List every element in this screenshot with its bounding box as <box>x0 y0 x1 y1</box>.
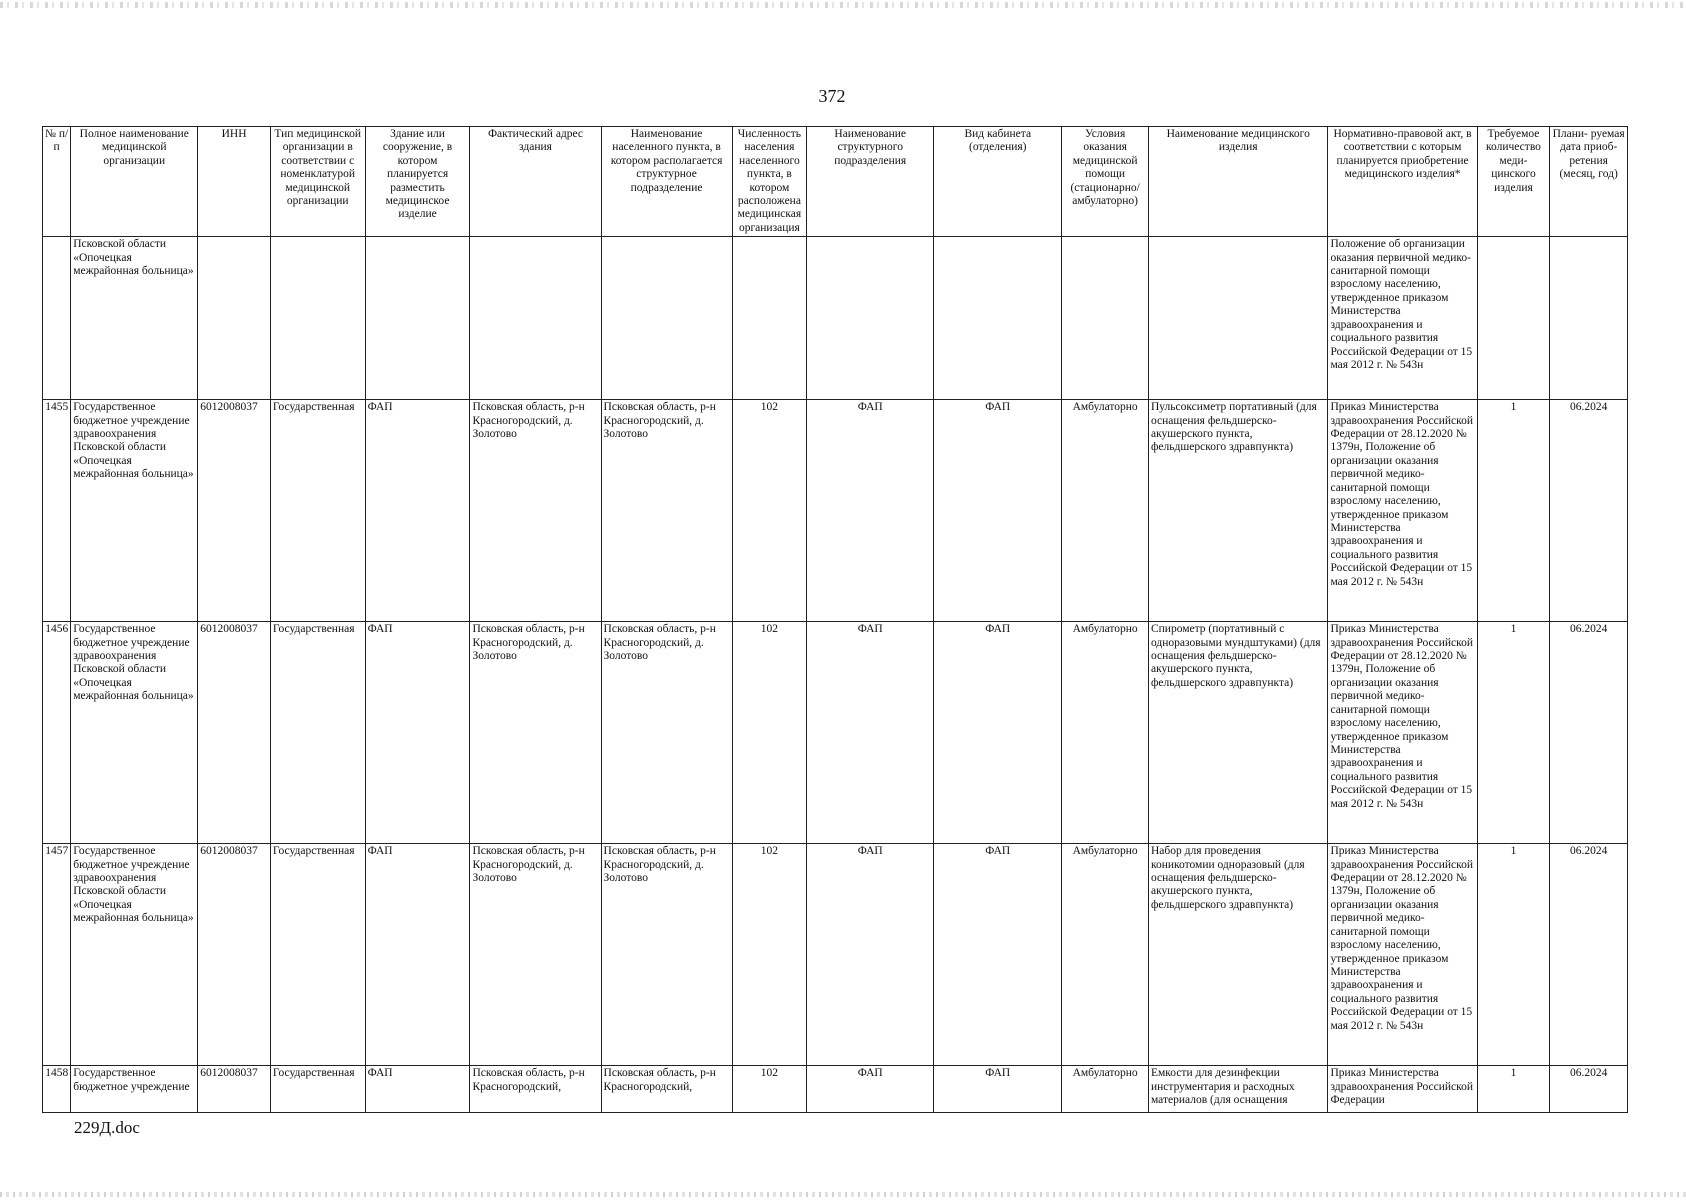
page-number: 372 <box>818 86 846 106</box>
column-header-building: Здание или сооружение, в котором планируется разместить медицинское изделие <box>365 127 470 237</box>
cell-legal-act: Приказ Министерства здравоохранения Российской Федерации <box>1328 1066 1477 1113</box>
cell-date: 06.2024 <box>1550 622 1628 844</box>
column-header-locality: Наименование населенного пункта, в котором располагается структурное подразделение <box>601 127 732 237</box>
cell-address: Псковская область, р-н Красногородский, д. Золотово <box>470 400 601 622</box>
cell-address <box>470 237 601 400</box>
table-row <box>43 1066 1628 1113</box>
cell-conditions <box>1062 237 1149 400</box>
cell-legal-act: Приказ Министерства здравоохранения Российской Федерации от 28.12.2020 № 1379н, Положение об организации оказания первичной медико-санитарной помощи взрослому населению, утвержденное приказом Министерства здравоохранения и социального развития Российской Федерации от 15 мая 2012 г. № 543н <box>1328 400 1477 622</box>
column-header-inn: ИНН <box>198 127 271 237</box>
cell-office: ФАП <box>934 400 1062 622</box>
table-header-row <box>43 127 1628 237</box>
cell-building: ФАП <box>365 1066 470 1113</box>
cell-unit: ФАП <box>807 1066 934 1113</box>
column-header-organization: Полное наименование медицинской организации <box>71 127 198 237</box>
column-header-unit: Наименование структурного подразделения <box>807 127 934 237</box>
table-row <box>43 844 1628 1066</box>
cell-quantity: 1 <box>1477 622 1550 844</box>
cell-date <box>1550 237 1628 400</box>
cell-device: Набор для проведения коникотомии одноразовый (для оснащения фельдшерско-акушерского пункта, фельдшерского здравпункта) <box>1148 844 1327 1066</box>
cell-device: Пульсоксиметр портативный (для оснащения фельдшерско-акушерского пункта, фельдшерского здравпункта) <box>1148 400 1327 622</box>
cell-number: 1458 <box>43 1066 71 1113</box>
cell-inn: 6012008037 <box>198 844 271 1066</box>
medical-equipment-table <box>42 126 1628 1113</box>
cell-unit: ФАП <box>807 622 934 844</box>
cell-device <box>1148 237 1327 400</box>
cell-inn: 6012008037 <box>198 1066 271 1113</box>
cell-date: 06.2024 <box>1550 844 1628 1066</box>
cell-conditions: Амбулаторно <box>1062 400 1149 622</box>
cell-organization: Государственное бюджетное учреждение здравоохранения Псковской области «Опочецкая межрайонная больница» <box>71 844 198 1066</box>
cell-quantity <box>1477 237 1550 400</box>
cell-conditions: Амбулаторно <box>1062 844 1149 1066</box>
cell-org-type: Государственная <box>270 1066 365 1113</box>
cell-org-type <box>270 237 365 400</box>
cell-locality: Псковская область, р-н Красногородский, д. Золотово <box>601 622 732 844</box>
cell-device: Спирометр (портативный с одноразовыми мундштуками) (для оснащения фельдшерско-акушерского пункта, фельдшерского здравпункта) <box>1148 622 1327 844</box>
cell-org-type: Государственная <box>270 622 365 844</box>
cell-legal-act: Положение об организации оказания первичной медико-санитарной помощи взрослому населению, утвержденное приказом Министерства здравоохранения и социального развития Российской Федерации от 15 мая 2012 г. № 543н <box>1328 237 1477 400</box>
cell-office: ФАП <box>934 844 1062 1066</box>
cell-address: Псковская область, р-н Красногородский, д. Золотово <box>470 622 601 844</box>
column-header-org-type: Тип медицинской организации в соответствии с номенклатурой медицинской организации <box>270 127 365 237</box>
cell-population: 102 <box>732 400 807 622</box>
document-table-container <box>42 126 1628 1114</box>
cell-address: Псковская область, р-н Красногородский, <box>470 1066 601 1113</box>
cell-locality: Псковская область, р-н Красногородский, д. Золотово <box>601 844 732 1066</box>
cell-quantity: 1 <box>1477 400 1550 622</box>
cell-conditions: Амбулаторно <box>1062 1066 1149 1113</box>
cell-organization: Государственное бюджетное учреждение <box>71 1066 198 1113</box>
cell-organization: Государственное бюджетное учреждение здравоохранения Псковской области «Опочецкая межрайонная больница» <box>71 400 198 622</box>
cell-device: Емкости для дезинфекции инструментария и расходных материалов (для оснащения <box>1148 1066 1327 1113</box>
scan-edge-bottom <box>0 1192 1686 1197</box>
cell-unit: ФАП <box>807 844 934 1066</box>
cell-office: ФАП <box>934 622 1062 844</box>
cell-date: 06.2024 <box>1550 1066 1628 1113</box>
column-header-population: Численность населения населенного пункта, в котором расположена медицинская организация <box>732 127 807 237</box>
column-header-device: Наименование медицинского изделия <box>1148 127 1327 237</box>
cell-inn: 6012008037 <box>198 622 271 844</box>
cell-building: ФАП <box>365 622 470 844</box>
column-header-legal-act: Нормативно-правовой акт, в соответствии с которым планируется приобретение медицинского изделия* <box>1328 127 1477 237</box>
cell-inn <box>198 237 271 400</box>
document-filename: 229Д.doc <box>74 1118 140 1137</box>
cell-org-type: Государственная <box>270 844 365 1066</box>
cell-inn: 6012008037 <box>198 400 271 622</box>
column-header-date: Плани- руемая дата приоб- ретения (месяц, год) <box>1550 127 1628 237</box>
cell-conditions: Амбулаторно <box>1062 622 1149 844</box>
column-header-office: Вид кабинета (отделения) <box>934 127 1062 237</box>
cell-office: ФАП <box>934 1066 1062 1113</box>
column-header-address: Фактический адрес здания <box>470 127 601 237</box>
cell-unit <box>807 237 934 400</box>
cell-locality <box>601 237 732 400</box>
cell-unit: ФАП <box>807 400 934 622</box>
cell-population: 102 <box>732 1066 807 1113</box>
cell-locality: Псковская область, р-н Красногородский, д. Золотово <box>601 400 732 622</box>
cell-number: 1456 <box>43 622 71 844</box>
table-row-continuation <box>43 237 1628 400</box>
cell-organization: Псковской области «Опочецкая межрайонная больница» <box>71 237 198 400</box>
cell-legal-act: Приказ Министерства здравоохранения Российской Федерации от 28.12.2020 № 1379н, Положение об организации оказания первичной медико-санитарной помощи взрослому населению, утвержденное приказом Министерства здравоохранения и социального развития Российской Федерации от 15 мая 2012 г. № 543н <box>1328 622 1477 844</box>
cell-quantity: 1 <box>1477 844 1550 1066</box>
table-row <box>43 400 1628 622</box>
cell-building <box>365 237 470 400</box>
scan-edge-top <box>0 2 1686 8</box>
cell-quantity: 1 <box>1477 1066 1550 1113</box>
column-header-number: № п/п <box>43 127 71 237</box>
cell-locality: Псковская область, р-н Красногородский, <box>601 1066 732 1113</box>
column-header-conditions: Условия оказания медицинской помощи (стационарно/ амбулаторно) <box>1062 127 1149 237</box>
cell-address: Псковская область, р-н Красногородский, д. Золотово <box>470 844 601 1066</box>
cell-building: ФАП <box>365 844 470 1066</box>
cell-population: 102 <box>732 622 807 844</box>
cell-office <box>934 237 1062 400</box>
cell-number: 1455 <box>43 400 71 622</box>
cell-date: 06.2024 <box>1550 400 1628 622</box>
column-header-quantity: Требуемое количество меди- цинского изделия <box>1477 127 1550 237</box>
cell-legal-act: Приказ Министерства здравоохранения Российской Федерации от 28.12.2020 № 1379н, Положение об организации оказания первичной медико-санитарной помощи взрослому населению, утвержденное приказом Министерства здравоохранения и социального развития Российской Федерации от 15 мая 2012 г. № 543н <box>1328 844 1477 1066</box>
cell-number: 1457 <box>43 844 71 1066</box>
cell-building: ФАП <box>365 400 470 622</box>
cell-organization: Государственное бюджетное учреждение здравоохранения Псковской области «Опочецкая межрайонная больница» <box>71 622 198 844</box>
cell-number <box>43 237 71 400</box>
table-row <box>43 622 1628 844</box>
cell-org-type: Государственная <box>270 400 365 622</box>
cell-population: 102 <box>732 844 807 1066</box>
cell-population <box>732 237 807 400</box>
